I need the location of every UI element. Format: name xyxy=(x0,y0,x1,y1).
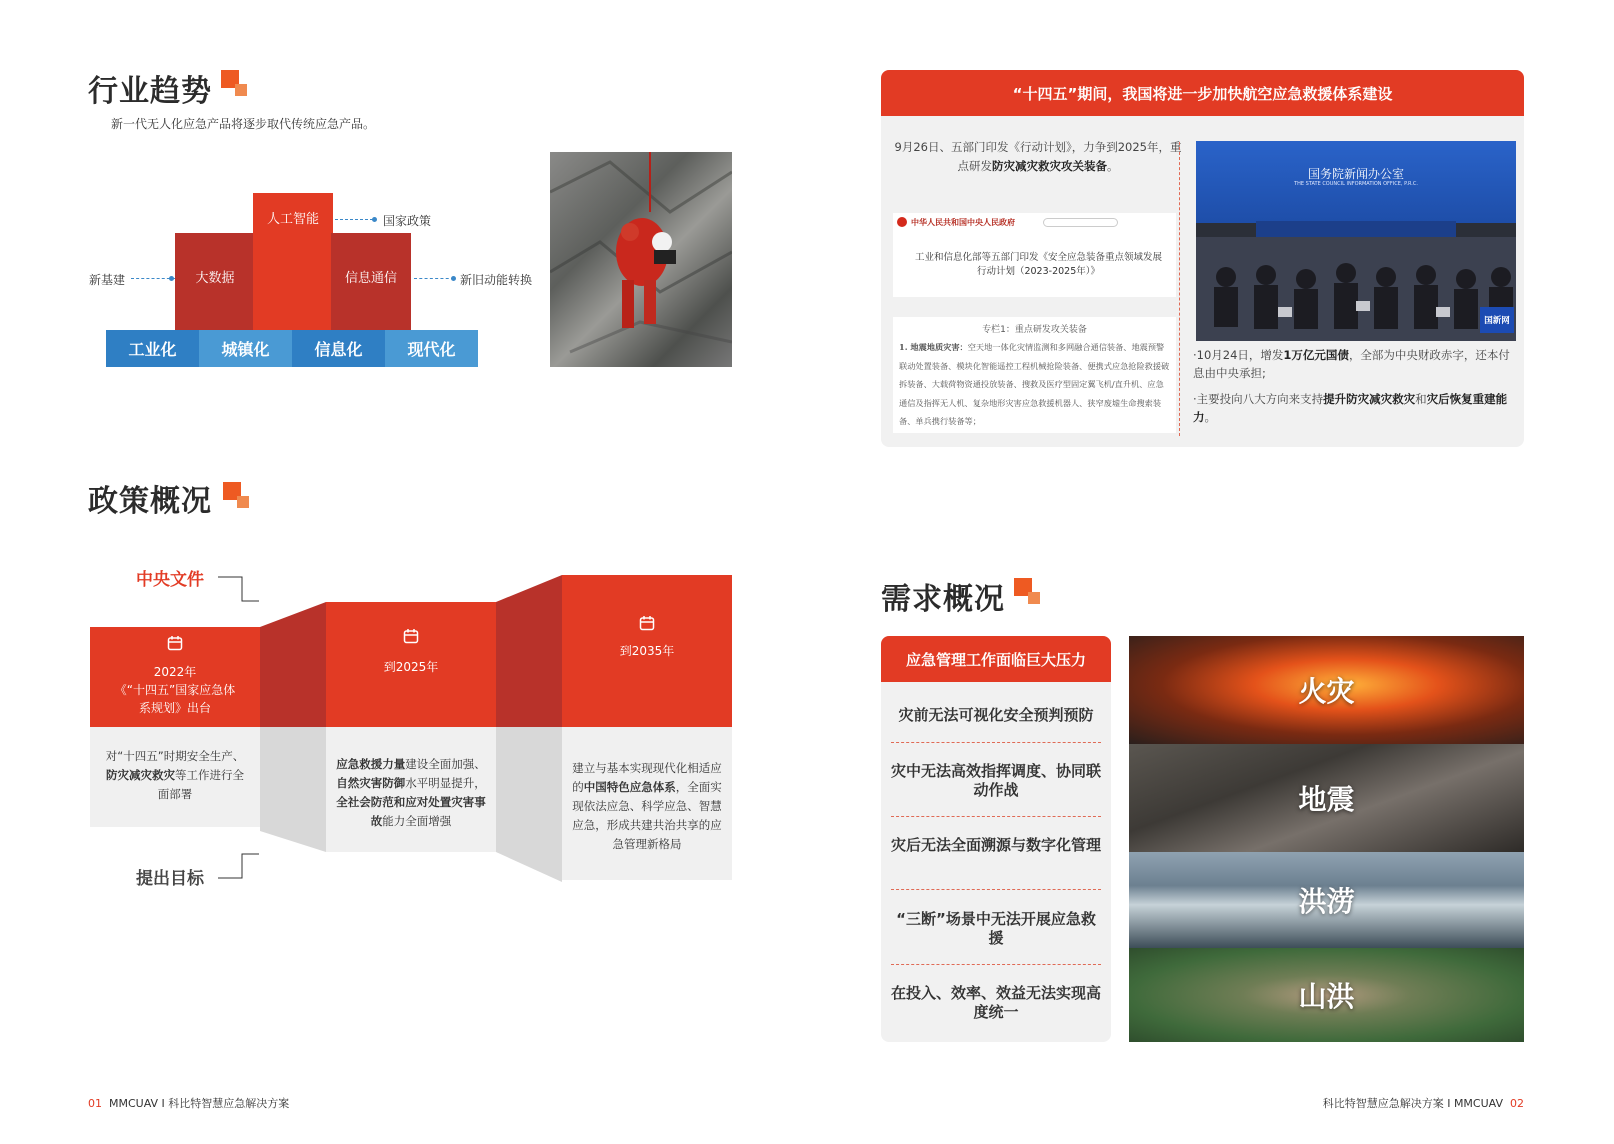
disaster-label: 地震 xyxy=(1298,783,1355,816)
news-bullet-1: ·10月24日，增发1万亿元国债，全部为中央财政赤字，还本付息由中央承担; xyxy=(1193,348,1510,380)
disaster-earthquake-image xyxy=(1129,744,1524,852)
disaster-label: 山洪 xyxy=(1298,980,1355,1013)
gov-site-name: 中华人民共和国中央人民政府 xyxy=(911,218,1015,227)
central-docs-connector xyxy=(218,576,260,602)
news-intro: 9月26日、五部门印发《行动计划》，力争到2025年，重点研发防灾减灾救灾攻关装备。 xyxy=(894,140,1182,173)
excerpt-body: 1. 地震地质灾害：空天地一体化灾情监测和多网融合通信装备、地震预警联动处置装备、模块化智能遥控工程机械抢险装备、便携式应急抢险救援破拆装备、大载荷物资通投放装备、搜救及医疗型固定翼飞机/直升机、应急通信及指挥无人机、复杂地形灾害应急救援机器人、狭窄废墟生命搜索装备、单兵携行装备等； xyxy=(899,342,1170,427)
press-table xyxy=(1256,221,1456,237)
demand-divider xyxy=(891,964,1101,965)
page-number: 01 xyxy=(88,1097,102,1110)
policy-goal-2025: 应急救援力量建设全面加强、自然灾害防御水平明显提升，全社会防范和应对处置灾害事故能力全面增强 xyxy=(326,727,496,852)
calendar-icon xyxy=(167,635,183,651)
demand-title: 需求概况 xyxy=(881,582,1005,617)
footer-right-text: 科比特智慧应急解决方案 Ι MMCUAV xyxy=(1322,1097,1503,1110)
demand-divider xyxy=(891,816,1101,817)
demand-item: “三断”场景中无法开展应急救援 xyxy=(896,910,1096,947)
bar-telecom: 信息通信 xyxy=(331,233,411,330)
policy-goal-2022: 对“十四五”时期安全生产、防灾减灾救灾等工作进行全面部署 xyxy=(90,727,260,827)
connector-dot xyxy=(169,276,174,281)
doc-title: 工业和信息化部等五部门印发《安全应急装备重点领域发展行动计划（2023-2025年）》 xyxy=(914,252,1162,277)
policy-title: 政策概况 xyxy=(88,484,212,519)
demand-header: 应急管理工作面临巨大压力 xyxy=(881,636,1111,682)
footer-right xyxy=(1323,1095,1524,1111)
connector-dot xyxy=(451,276,456,281)
disaster-flood-image xyxy=(1129,852,1524,948)
goals-connector xyxy=(218,853,260,879)
title-decoration-icon xyxy=(223,482,253,512)
demand-divider xyxy=(891,889,1101,890)
disaster-label: 洪涝 xyxy=(1298,885,1355,918)
demand-item: 在投入、效率、效益无法实现高度统一 xyxy=(890,984,1101,1021)
press-conference-photo xyxy=(1196,141,1516,341)
trend-title: 行业趋势 xyxy=(88,74,212,109)
connector-line xyxy=(414,278,454,279)
bar-bigdata: 大数据 xyxy=(175,233,255,330)
doc-search-box xyxy=(1043,218,1118,227)
connector-line xyxy=(335,219,373,220)
press-logo: 国新网 xyxy=(1480,307,1514,333)
news-card xyxy=(881,70,1524,447)
demand-item: 灾后无法全面溯源与数字化管理 xyxy=(890,836,1101,854)
step-year: 到2035年 xyxy=(619,644,675,658)
base-cell: 城镇化 xyxy=(199,330,292,367)
gov-emblem-icon xyxy=(897,217,907,227)
step-year: 2022年 xyxy=(153,665,197,679)
press-banner-en: THE STATE COUNCIL INFORMATION OFFICE, P.R.C. xyxy=(1294,181,1418,187)
demand-item: 灾前无法可视化安全预判预防 xyxy=(898,706,1094,724)
news-divider xyxy=(1179,142,1180,436)
goals-label: 提出目标 xyxy=(136,869,204,889)
policy-step-2025 xyxy=(326,602,496,727)
gov-doc-screenshot xyxy=(893,213,1176,297)
disaster-label: 火灾 xyxy=(1298,675,1355,708)
news-header: “十四五”期间，我国将进一步加快航空应急救援体系建设 xyxy=(881,70,1524,116)
central-docs-label: 中央文件 xyxy=(136,570,204,590)
bar-ai: 人工智能 xyxy=(253,193,333,330)
excerpt-title: 专栏1：重点研发攻关装备 xyxy=(982,325,1087,335)
rescue-photo xyxy=(550,152,732,367)
base-cell: 现代化 xyxy=(385,330,478,367)
disaster-fire-image xyxy=(1129,636,1524,744)
trend-subtitle: 新一代无人化应急产品将逐步取代传统应急产品。 xyxy=(111,117,376,131)
demand-card xyxy=(881,636,1111,1042)
doc-excerpt-box xyxy=(893,317,1176,433)
step-year: 到2025年 xyxy=(383,660,439,674)
footer-left xyxy=(88,1095,289,1111)
label-transform: 新旧动能转换 xyxy=(460,273,533,287)
page-number: 02 xyxy=(1510,1097,1524,1110)
footer-left-text: MMCUAV Ι 科比特智慧应急解决方案 xyxy=(109,1097,290,1110)
label-infra: 新基建 xyxy=(89,273,126,287)
base-cell: 工业化 xyxy=(106,330,199,367)
connector-dot xyxy=(372,217,377,222)
calendar-icon xyxy=(639,615,655,631)
calendar-icon xyxy=(403,628,419,644)
label-policy: 国家政策 xyxy=(383,214,432,228)
title-decoration-icon xyxy=(221,70,251,100)
policy-goal-2035: 建立与基本实现现代化相适应的中国特色应急体系，全面实现依法应急、科学应急、智慧应急，形成共建共治共享的应急管理新格局 xyxy=(562,727,732,880)
demand-item: 灾中无法高效指挥调度、协同联动作战 xyxy=(890,762,1101,799)
disaster-landslide-image xyxy=(1129,948,1524,1042)
demand-divider xyxy=(891,742,1101,743)
policy-step-2022 xyxy=(90,627,260,727)
title-decoration-icon xyxy=(1014,578,1044,608)
press-banner: 国务院新闻办公室 xyxy=(1307,167,1404,181)
news-bullet-2: ·主要投向八大方向来支持提升防灾减灾救灾和灾后恢复重建能力。 xyxy=(1193,392,1508,424)
base-cell: 信息化 xyxy=(292,330,385,367)
policy-step-2035 xyxy=(562,575,732,727)
step-name: 《“十四五”国家应急体系规划》出台 xyxy=(114,683,236,715)
